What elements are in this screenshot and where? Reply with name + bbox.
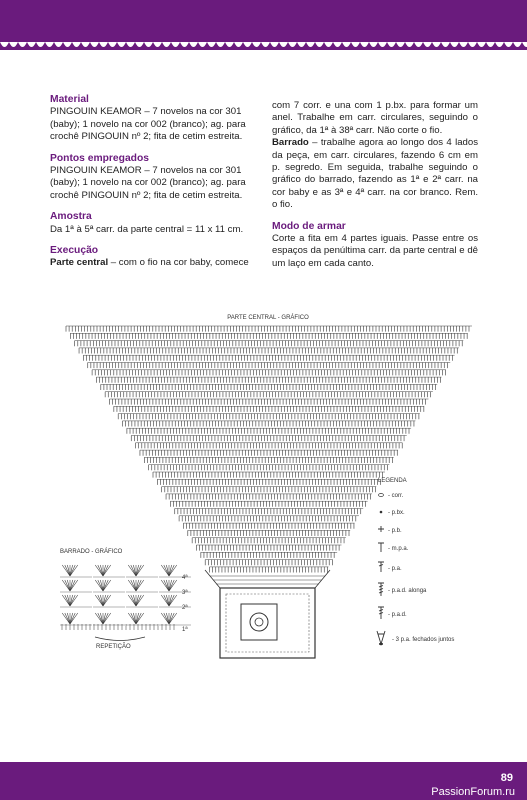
- top-scallop-edge: [0, 42, 527, 52]
- row-label-1: 1ª: [182, 627, 188, 633]
- barrado-text: – trabalhe agora ao longo dos 4 lados da peça, em carr. circulares, fazendo 6 cm em p. segredo. Em seguida, trabalhe seguindo o gráfico do barrado, fazendo as 1ª e 2ª carr. na cor baby e as 3ª e 4ª carr. na cor branco. Rem. o fio.: [272, 137, 478, 211]
- legend-item-8: - 3 p.a. fechados juntos: [392, 637, 455, 643]
- legend-item-5: - p.a.: [388, 566, 402, 572]
- legend: [377, 493, 454, 645]
- material-heading: Material: [50, 94, 89, 105]
- material-text: PINGOUIN KEAMOR – 7 novelos na cor 301 (baby); 1 novelo na cor 002 (branco); ag. para crochê PINGOUIN nº 2; fita de cetim estreita.: [50, 106, 246, 143]
- treble-icon: [378, 607, 384, 619]
- site-watermark: PassionForum.ru: [431, 786, 515, 798]
- cluster-icon: [377, 631, 385, 644]
- execucao-lead: Parte central: [50, 257, 109, 269]
- central-chart-title: PARTE CENTRAL - GRÁFICO: [227, 315, 309, 321]
- long-treble-icon: [378, 583, 384, 596]
- chain-symbol-icon: [379, 494, 384, 497]
- legend-title: LEGENDA: [378, 478, 407, 484]
- barrado-chart-title: BARRADO - GRÁFICO: [60, 549, 123, 555]
- barrado-chart: [60, 565, 191, 630]
- execucao-text: – com o fio na cor baby, comece: [108, 257, 249, 269]
- barrado-lead: Barrado: [272, 137, 309, 149]
- execucao-heading: Execução: [50, 245, 99, 257]
- barrado-paragraph: [272, 137, 478, 211]
- single-crochet-icon: [378, 526, 384, 532]
- modo-heading: Modo de armar: [272, 220, 346, 232]
- legend-item-4: - m.p.a.: [388, 546, 409, 552]
- legend-item-2: - p.bx.: [388, 510, 405, 516]
- left-column: [50, 94, 255, 270]
- row-label-2: 2ª: [182, 605, 188, 611]
- pontos-heading: Pontos empregados: [50, 152, 149, 164]
- central-chart-rows: [66, 326, 472, 584]
- crochet-diagram: [0, 300, 527, 670]
- row-label-3: 3ª: [182, 590, 188, 596]
- amostra-heading: Amostra: [50, 211, 92, 223]
- half-double-icon: [378, 543, 384, 552]
- execucao-paragraph: [50, 257, 255, 269]
- legend-item-6: - p.a.d. alonga: [388, 588, 427, 594]
- amostra-text: Da 1ª à 5ª carr. da parte central = 11 x 11 cm.: [50, 223, 244, 235]
- double-crochet-icon: [378, 562, 384, 572]
- right-column: [272, 100, 478, 270]
- slip-stitch-icon: [380, 511, 383, 514]
- row-label-4: 4ª: [182, 575, 188, 581]
- modo-text: Corte a fita em 4 partes iguais. Passe entre os espaços da penúltima carr. da parte central e dê um laço em cada canto.: [272, 233, 478, 269]
- repeat-bracket: [95, 637, 145, 641]
- page-number: 89: [500, 772, 513, 784]
- continuation-text: com 7 corr. e una com 1 p.bx. para formar um anel. Trabalhe em carr. circulares, seguindo o gráfico, da 1ª à 38ª carr. Não corte o fio.: [272, 100, 478, 136]
- center-square: [205, 570, 330, 658]
- legend-item-1: - corr.: [388, 493, 404, 499]
- legend-item-7: - p.a.d.: [388, 612, 407, 618]
- repeticao-label: REPETIÇÃO: [96, 644, 131, 650]
- pontos-text: PINGOUIN KEAMOR – 7 novelos na cor 301 (baby); 1 novelo na cor 002 (branco); ag. para crochê PINGOUIN nº 2; fita de cetim estreita.: [50, 165, 246, 201]
- legend-item-3: - p.b.: [388, 528, 402, 534]
